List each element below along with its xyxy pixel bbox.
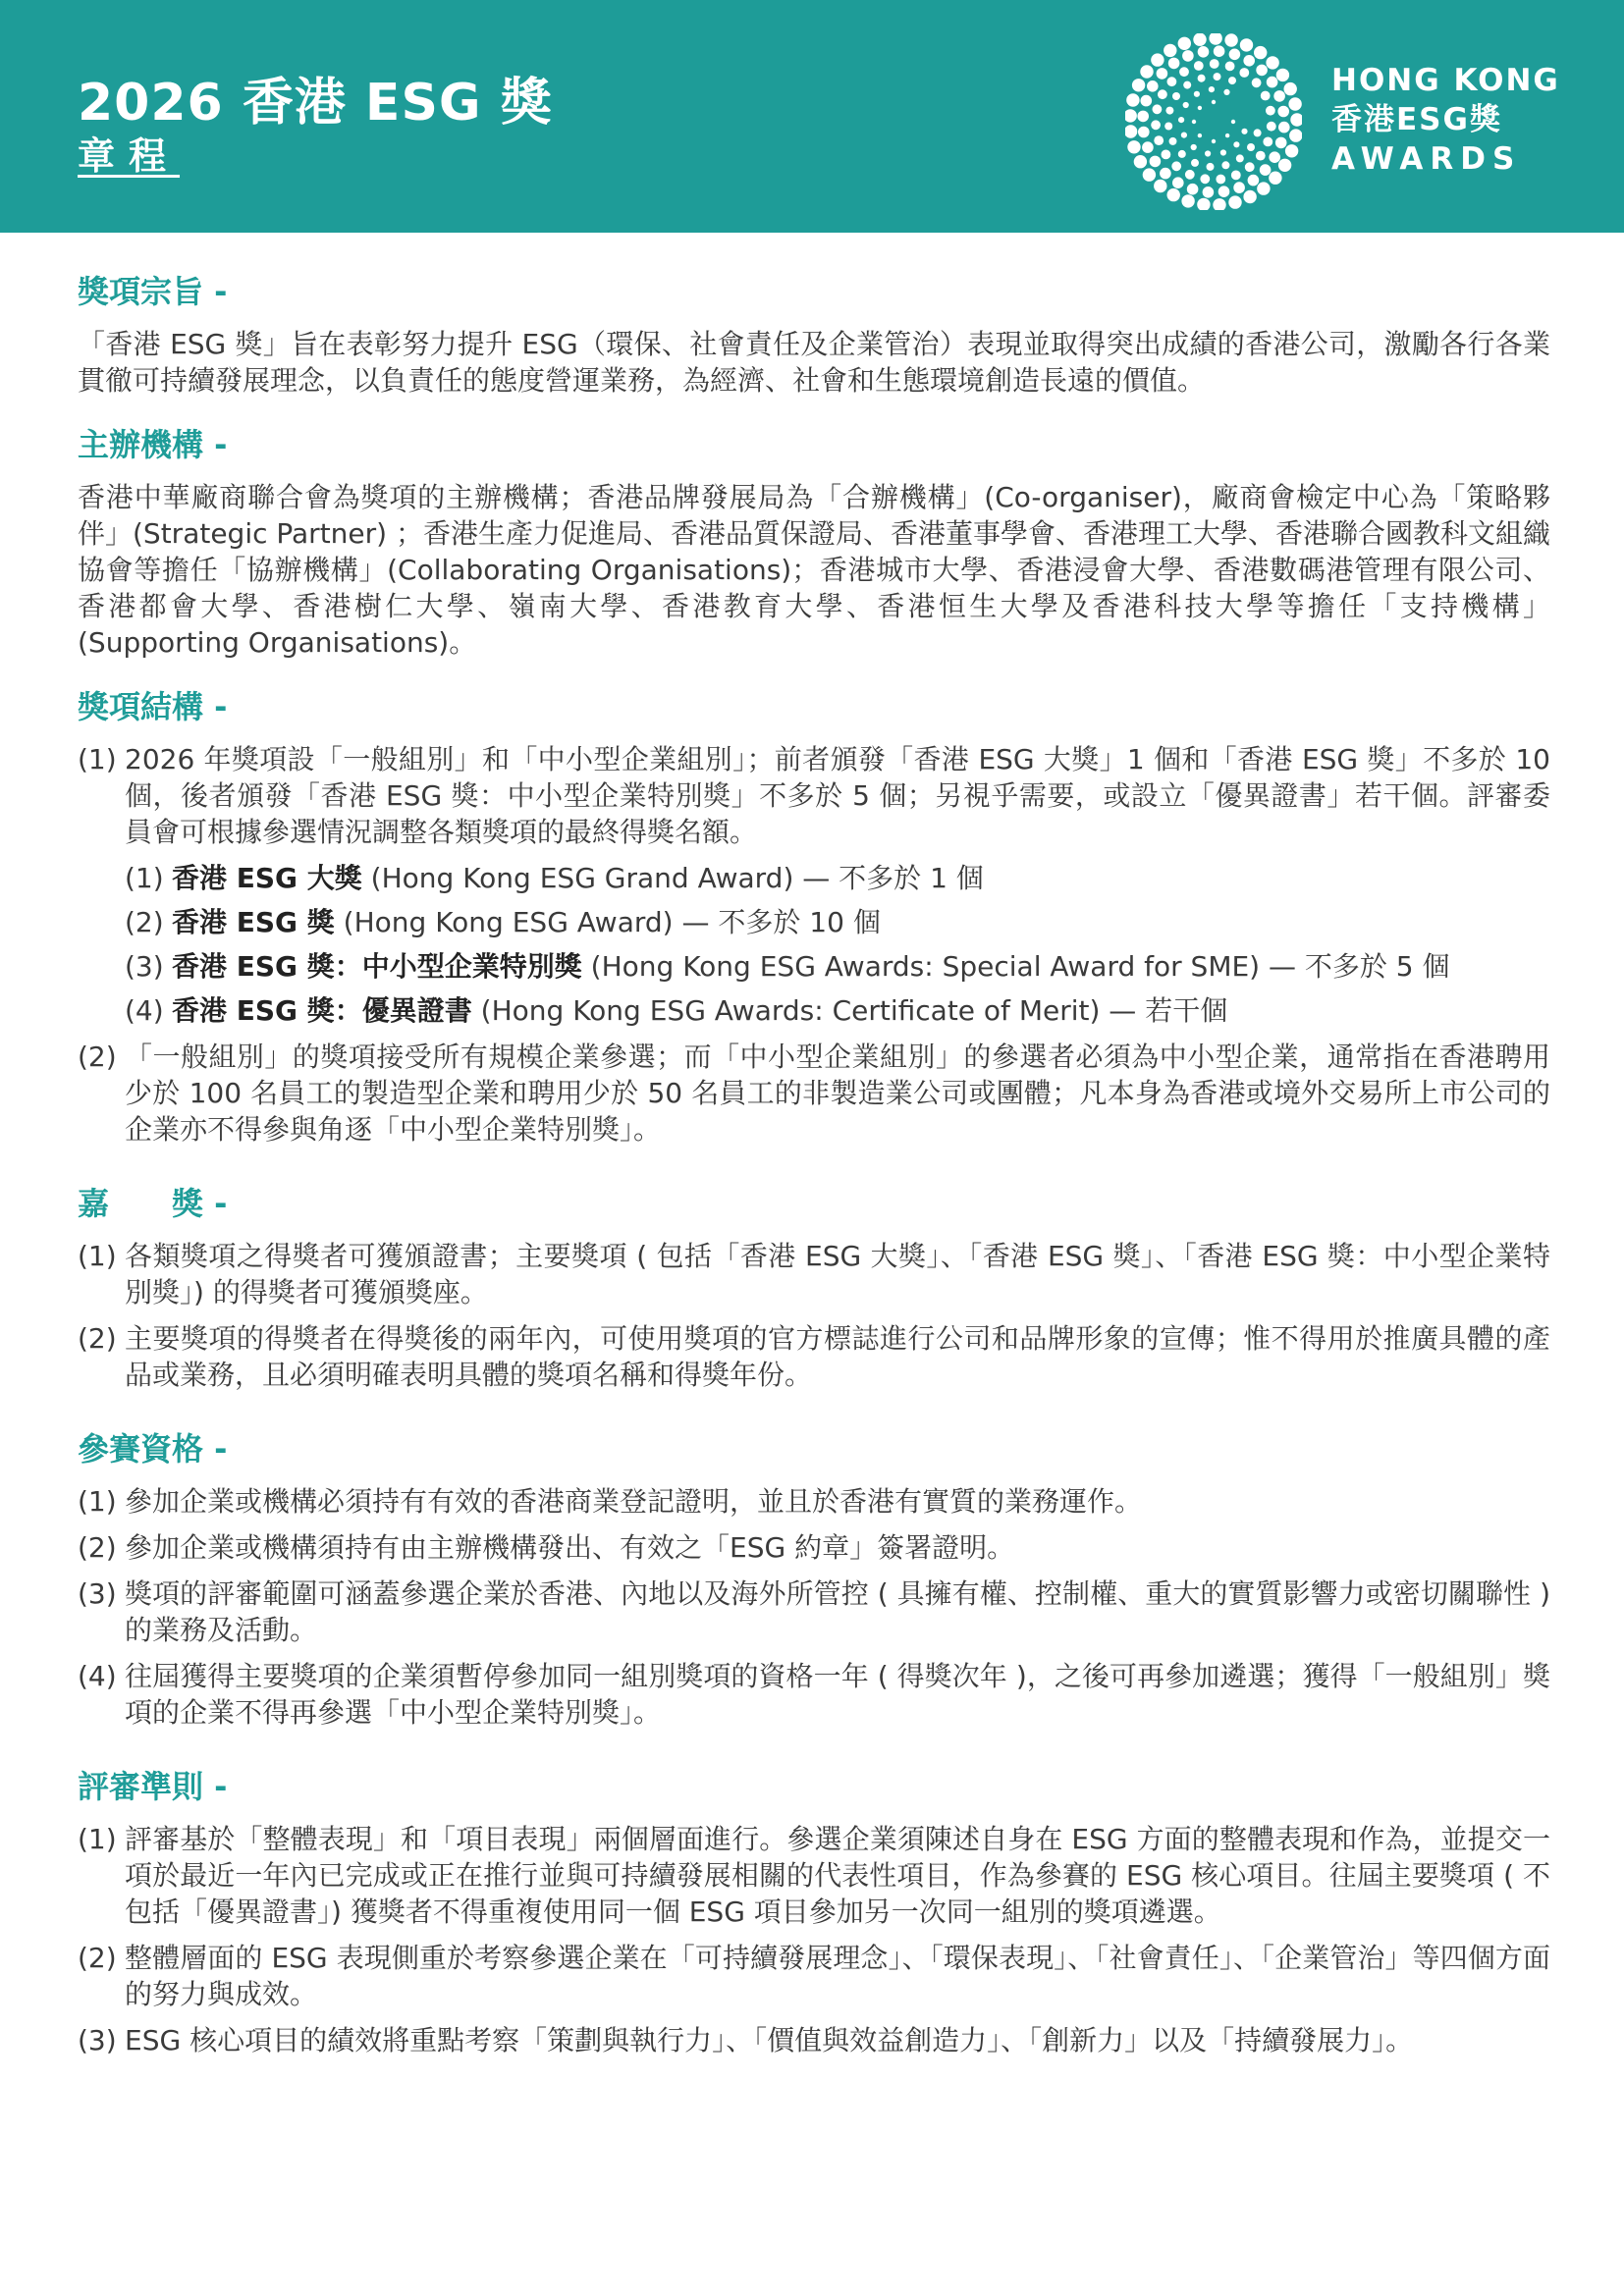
document-body xyxy=(78,267,1550,2068)
logo-dot xyxy=(1236,154,1244,162)
logo-dot xyxy=(1257,182,1270,194)
logo-dot xyxy=(1269,151,1280,163)
item-number: (1) xyxy=(78,1823,117,1855)
list-item xyxy=(78,1238,1550,1310)
logo-dot xyxy=(1228,77,1236,84)
logo-dot xyxy=(1212,100,1216,104)
logo-dot xyxy=(1141,95,1153,107)
logo-dot xyxy=(1248,175,1260,187)
item-number: (1) xyxy=(78,1240,117,1272)
award-number: (3) xyxy=(125,950,164,983)
logo-dot xyxy=(1162,150,1171,160)
award-detail: (Hong Kong ESG Awards: Special Award for SME) — 不多於 5 個 xyxy=(581,950,1450,983)
header-banner xyxy=(0,0,1624,233)
logo-dot xyxy=(1181,133,1187,138)
logo-dot xyxy=(1214,45,1225,57)
award-name: 香港 ESG 獎：優異證書 xyxy=(172,994,472,1027)
logo-dot xyxy=(1285,144,1298,157)
logo-dot xyxy=(1223,89,1229,95)
item-text: 參加企業或機構須持有由主辦機構發出、有效之「ESG 約章」簽署證明。 xyxy=(125,1531,1015,1564)
logo-dot xyxy=(1198,106,1202,110)
logo-dot xyxy=(1178,37,1191,50)
logo-dot xyxy=(1194,91,1200,97)
logo-dot xyxy=(1221,161,1229,169)
award-name: 香港 ESG 獎 xyxy=(172,906,335,938)
logo-dot xyxy=(1233,141,1239,147)
logo-dot xyxy=(1125,109,1137,122)
item-text: 往屆獲得主要獎項的企業須暫停參加同一組別獎項的資格一年 ( 得獎次年 )，之後可再參加遴選；獲得「一般組別」獎項的企業不得再參選「中小型企業特別獎」。 xyxy=(125,1660,1550,1729)
item-text: 整體層面的 ESG 表現側重於考察參選企業在「可持續發展理念」、「環保表現」、「社會責任」、「企業管治」等四個方面的努力與成效。 xyxy=(125,1942,1550,2010)
logo-dot xyxy=(1147,80,1159,92)
logo-dot xyxy=(1171,161,1181,171)
logo-dot xyxy=(1157,68,1168,80)
item-text: 評審基於「整體表現」和「項目表現」兩個層面進行。參選企業須陳述自身在 ESG 方面的整體表現和作為，並提交一項於最近一年內已完成或正在推行並與可持續發展相關的代表性項目，作為參賽的 ESG 核心項目。往屆主要獎項 ( 不包括「優異證書」) 獲獎者不得重複使用同一個 ESG 項目參加另一次同一組別的獎項遴選。 xyxy=(125,1823,1550,1928)
logo-dot xyxy=(1142,141,1154,153)
item-text: 獎項的評審範圍可涵蓋參選企業於香港、內地以及海外所管控 ( 具擁有權、控制權、重大的實質影響力或密切關聯性 ) 的業務及活動。 xyxy=(125,1577,1550,1646)
logo-dot xyxy=(1172,92,1180,100)
section-heading-prizes: 嘉 獎 - xyxy=(78,1185,228,1222)
logo-dot xyxy=(1158,89,1167,99)
award-detail: (Hong Kong ESG Grand Award) — 不多於 1 個 xyxy=(361,862,984,894)
page-title: 2026 香港 ESG 獎 xyxy=(78,74,553,133)
logo-dot xyxy=(1134,155,1147,168)
logo-dot xyxy=(1137,111,1149,123)
logo-dot xyxy=(1216,175,1225,185)
logo-dot xyxy=(1233,182,1245,193)
logo-dot xyxy=(1165,107,1173,115)
logo-dot xyxy=(1160,168,1171,180)
logo-dot xyxy=(1153,104,1163,114)
logo-dot xyxy=(1247,143,1255,151)
logo-dot xyxy=(1191,159,1199,167)
list-item xyxy=(78,741,1550,850)
logo-dot xyxy=(1239,68,1249,78)
logo-dot xyxy=(1224,33,1237,46)
logo-dot xyxy=(1225,133,1229,137)
item-number: (1) xyxy=(78,743,117,775)
logo-dot xyxy=(1263,137,1272,147)
logo-dot xyxy=(1194,61,1204,71)
logo-dot xyxy=(1290,113,1302,126)
logo-dot xyxy=(1231,171,1241,181)
award-detail: (Hong Kong ESG Awards: Certificate of Merit) — 若干個 xyxy=(471,994,1228,1027)
logo-dot xyxy=(1181,194,1194,207)
logo-dot xyxy=(1154,135,1164,145)
item-number: (1) xyxy=(78,1485,117,1518)
list-item xyxy=(78,2022,1550,2058)
logo-dot xyxy=(1213,198,1225,210)
logo-dot xyxy=(1273,90,1285,102)
logo-dot xyxy=(1126,93,1139,106)
logo-dot xyxy=(1164,123,1172,131)
logo-dot xyxy=(1178,150,1186,158)
logo-dot xyxy=(1214,73,1221,80)
award-number: (1) xyxy=(125,862,164,894)
logo-dot xyxy=(1132,79,1145,91)
item-number: (2) xyxy=(78,1322,117,1355)
logo-dot xyxy=(1218,186,1230,197)
award-detail: (Hong Kong ESG Award) — 不多於 10 個 xyxy=(334,906,881,938)
logo-dot xyxy=(1169,137,1177,145)
list-item xyxy=(78,1940,1550,2012)
award-item xyxy=(125,948,1550,985)
logo-dot xyxy=(1151,120,1161,130)
logo-dot xyxy=(1254,129,1262,136)
logo-dot xyxy=(1151,53,1164,66)
logo-dot xyxy=(1228,195,1241,208)
logo-dot xyxy=(1277,106,1289,118)
logo-dot xyxy=(1252,78,1262,87)
logo-dot xyxy=(1267,77,1278,88)
logo-dot xyxy=(1182,50,1194,62)
logo-dot xyxy=(1127,140,1140,153)
logo-dot xyxy=(1266,106,1275,116)
item-text: 各類獎項之得獎者可獲頒證書；主要獎項 ( 包括「香港 ESG 大獎」、「香港 ESG 獎」、「香港 ESG 獎：中小型企業特別獎」) 的得獎者可獲頒獎座。 xyxy=(125,1240,1550,1308)
award-name: 香港 ESG 獎：中小型企業特別獎 xyxy=(172,950,582,983)
list-item xyxy=(78,1039,1550,1148)
list-item xyxy=(78,1529,1550,1566)
logo-dot xyxy=(1179,67,1189,77)
logo-dot xyxy=(1231,120,1235,124)
award-number: (4) xyxy=(125,994,164,1027)
logo-dot xyxy=(1243,190,1256,203)
item-number: (3) xyxy=(78,2024,117,2056)
logo-dot xyxy=(1289,129,1302,141)
logo-dot xyxy=(1245,162,1255,172)
logo-dot xyxy=(1150,156,1162,168)
logo-dot xyxy=(1185,170,1195,180)
purpose-paragraph: 「香港 ESG 獎」旨在表彰努力提升 ESG（環保、社會責任及企業管治）表現並取得突出成績的香港公司，激勵各行各業貫徹可持續發展理念，以負責任的態度營運業務，為經濟、社會和生態環境創造長遠的價值。 xyxy=(78,328,1550,397)
award-item xyxy=(125,860,1550,896)
award-number: (2) xyxy=(125,906,164,938)
logo-dot xyxy=(1193,33,1206,46)
logo-dot xyxy=(1254,46,1267,59)
logo-dot xyxy=(1275,137,1287,149)
item-text: 主要獎項的得獎者在得獎後的兩年內，可使用獎項的官方標誌進行公司和品牌形象的宣傳；惟不得用於推廣具體的產品或業務，且必須明確表明具體的獎項名稱和得獎年份。 xyxy=(125,1322,1550,1391)
award-list xyxy=(78,860,1550,1029)
logo-dot xyxy=(1212,139,1216,143)
logo-dot xyxy=(1266,56,1278,69)
logo-dot xyxy=(1172,177,1184,188)
logo-dot xyxy=(1209,33,1221,45)
logo-dot xyxy=(1241,129,1247,134)
logo-dot xyxy=(1288,97,1301,110)
item-number: (3) xyxy=(78,1577,117,1610)
logo-dot xyxy=(1205,150,1211,156)
logo-dot xyxy=(1197,198,1210,210)
logo-dot xyxy=(1192,120,1196,124)
awards-logo-text xyxy=(1331,61,1560,179)
logo-dot xyxy=(1200,174,1210,184)
logo-dot xyxy=(1198,75,1206,82)
logo-dot xyxy=(1167,188,1180,201)
section-heading-eligibility: 參賽資格 - xyxy=(78,1430,228,1468)
item-number: (2) xyxy=(78,1041,117,1073)
item-number: (4) xyxy=(78,1660,117,1692)
logo-line-3: AWARDS xyxy=(1331,141,1522,177)
logo-dot xyxy=(1164,44,1176,57)
logo-dot xyxy=(1229,49,1241,61)
list-item xyxy=(78,1658,1550,1731)
logo-dot xyxy=(1207,163,1215,171)
list-item xyxy=(78,1575,1550,1648)
logo-line-1: HONG KONG xyxy=(1331,63,1560,98)
logo-dot xyxy=(1243,55,1255,67)
item-text: 「一般組別」的獎項接受所有規模企業參選；而「中小型企業組別」的參選者必須為中小型企業，通常指在香港聘用少於 100 名員工的製造型企業和聘用少於 50 名員工的非製造業公司或團體；凡本身為香港或境外交易所上市公司的企業亦不得參與角逐「中小型企業特別獎」。 xyxy=(125,1041,1550,1146)
logo-dot xyxy=(1154,180,1166,192)
logo-dot xyxy=(1260,164,1272,176)
logo-dot xyxy=(1187,184,1199,195)
page-subtitle: 章程 xyxy=(78,134,181,178)
section-heading-organisers: 主辦機構 - xyxy=(78,426,228,463)
logo-dot xyxy=(1183,81,1191,89)
section-heading-structure: 獎項結構 - xyxy=(78,688,228,725)
logo-dot xyxy=(1276,69,1289,81)
logo-dot xyxy=(1168,58,1180,70)
item-number: (2) xyxy=(78,1942,117,1974)
award-name: 香港 ESG 大獎 xyxy=(172,862,362,894)
logo-dot xyxy=(1278,159,1291,172)
logo-dot xyxy=(1261,91,1271,101)
item-text: 參加企業或機構必須持有有效的香港商業登記證明，並且於香港有實質的業務運作。 xyxy=(125,1485,1143,1518)
logo-dot xyxy=(1191,144,1197,150)
logo-dot xyxy=(1240,38,1253,51)
list-item xyxy=(78,1320,1550,1393)
logo-dot xyxy=(1138,127,1150,138)
logo-dot xyxy=(1210,59,1219,69)
logo-dot xyxy=(1225,62,1235,72)
logo-dot xyxy=(1198,46,1210,58)
logo-dot xyxy=(1203,187,1215,198)
section-heading-purpose: 獎項宗旨 - xyxy=(78,273,228,310)
award-item xyxy=(125,904,1550,940)
section-heading-criteria: 評審準則 - xyxy=(78,1768,228,1805)
logo-dot xyxy=(1178,117,1184,123)
logo-dot xyxy=(1284,82,1297,95)
logo-line-2: 香港ESG獎 xyxy=(1331,102,1502,137)
globe-logo-icon xyxy=(1125,33,1302,210)
logo-dot xyxy=(1140,65,1153,78)
logo-dot xyxy=(1269,172,1281,185)
logo-dot xyxy=(1278,122,1290,133)
logo-dot xyxy=(1125,125,1137,137)
award-item xyxy=(125,992,1550,1029)
list-item xyxy=(78,1483,1550,1520)
logo-dot xyxy=(1143,168,1156,181)
logo-dot xyxy=(1256,65,1268,77)
list-item xyxy=(78,1821,1550,1930)
item-text: 2026 年獎項設「一般組別」和「中小型企業組別」；前者頒發「香港 ESG 大獎」1 個和「香港 ESG 獎」不多於 10 個，後者頒發「香港 ESG 獎：中小型企業特別獎」不多於 5 個；另視乎需要，或設立「優異證書」若干個。評審委員會可根據參選情況調整各類獎項的最終得獎名額。 xyxy=(125,743,1550,848)
item-number: (2) xyxy=(78,1531,117,1564)
logo-dot xyxy=(1183,102,1189,108)
logo-dot xyxy=(1209,86,1215,92)
logo-dot xyxy=(1267,122,1276,132)
logo-dot xyxy=(1198,133,1202,137)
item-text: ESG 核心項目的績效將重點考察「策劃與執行力」、「價值與效益創造力」、「創新力」以及「持續發展力」。 xyxy=(125,2024,1414,2056)
logo-dot xyxy=(1220,149,1226,155)
logo-dot xyxy=(1256,151,1266,161)
logo-dot xyxy=(1167,77,1177,86)
organisers-paragraph: 香港中華廠商聯合會為獎項的主辦機構；香港品牌發展局為「合辦機構」(Co-organiser)，廠商會檢定中心為「策略夥伴」(Strategic Partner) ；香港生產力促進局、香港品質保證局、香港董事學會、香港理工大學、香港聯合國教科文組織協會等擔任「協辦機構」(Collaborating Organisations)；香港城市大學、香港浸會大學、香港數碼港管理有限公司、香港都會大學、香港樹仁大學、嶺南大學、香港教育大學、香港恒生大學及香港科技大學等擔任「支持機構」(Supporting Organisations)。 xyxy=(78,481,1550,659)
